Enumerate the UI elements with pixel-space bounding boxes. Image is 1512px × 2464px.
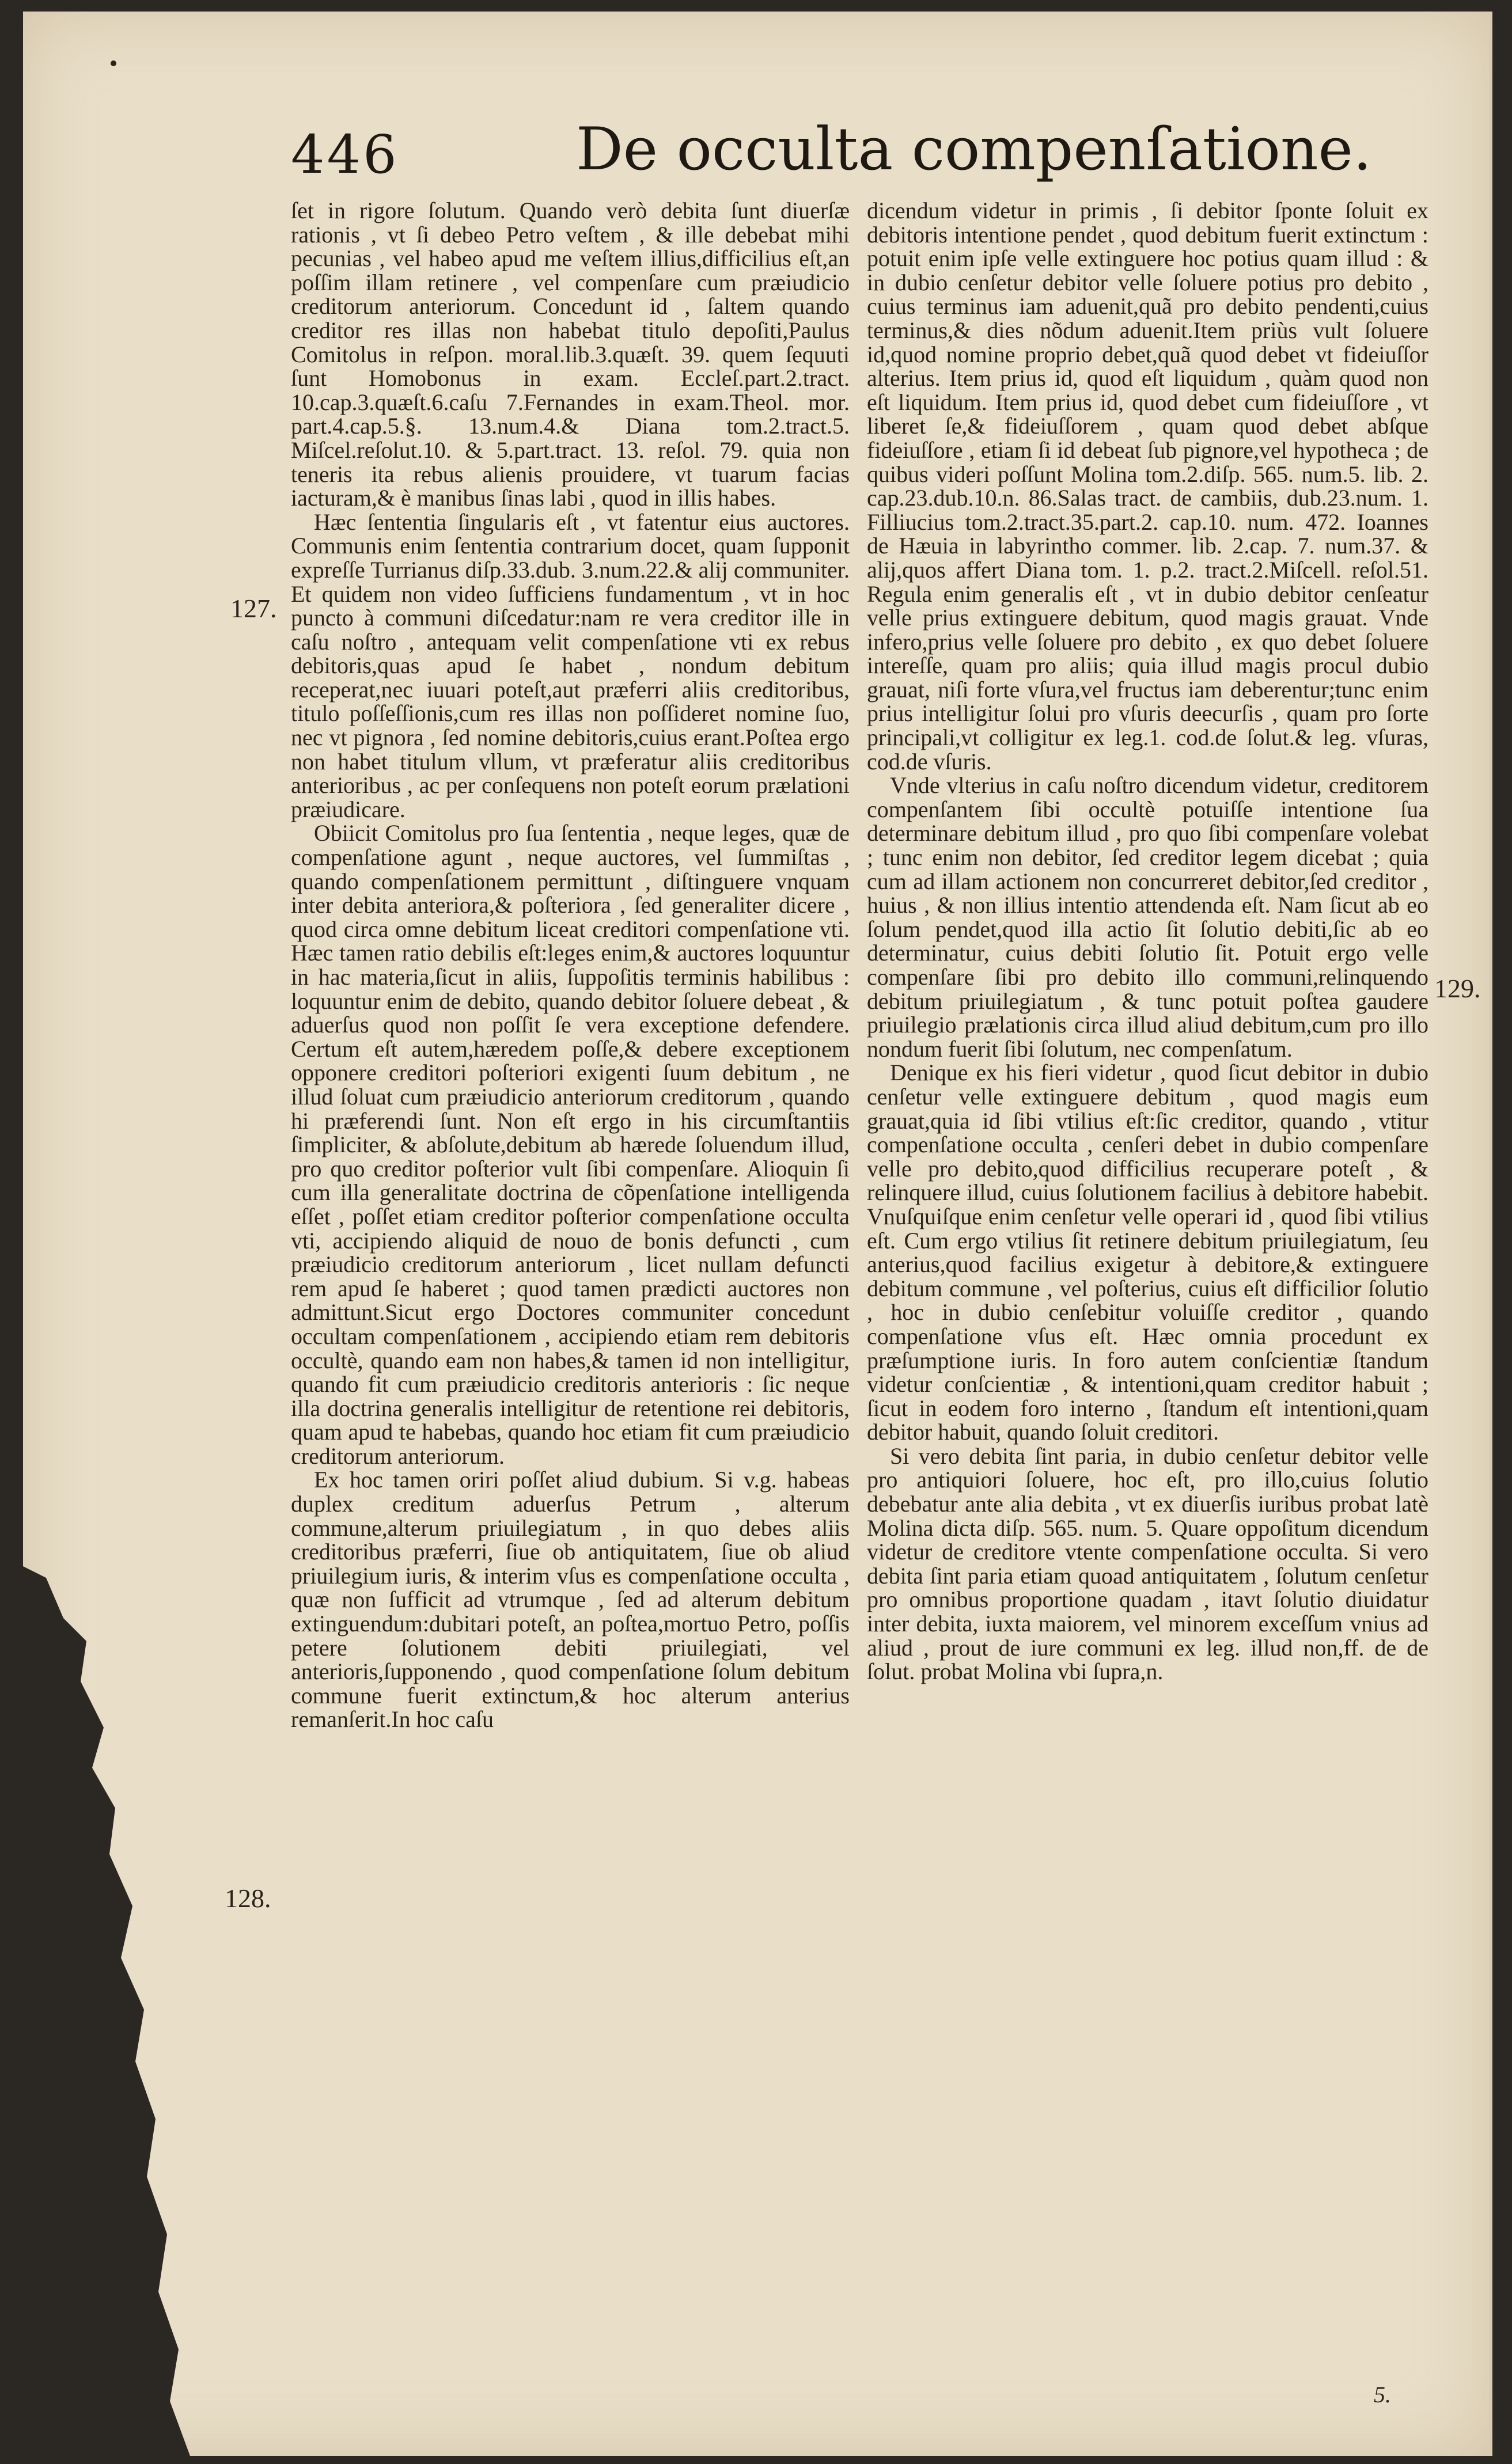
paragraph: Denique ex his fieri videtur , quod ſicut debitor in dubio cenſetur velle extinguere debitum , quod magis eum grauat,quia id ſibi vtilius eſt:ſic creditor, quando , vtitur compenſatione occulta , cenſeri debet in dubio compenſare velle pro debito,quod difficilius recuperare poteſt , & relinquere illud, cuius ſolutionem facilius à debitore habebit. Vnuſquiſque enim cenſetur velle operari id , quod ſibi vtilius eſt. Cum ergo vtilius ſit retinere debitum priuilegiatum, ſeu anterius,quod facilius exigetur à debitore,& extinguere debitum commune , vel poſterius, cuius eſt difficilior ſolutio , hoc in dubio cenſebitur voluiſſe creditor , quando compenſatione vſus eſt. Hæc omnia procedunt ex præſumptione iuris. In foro autem conſcientiæ ſtandum videtur conſcientiæ , & intentioni,quam creditor habuit ; ſicut in eodem foro interno , ſtandum eſt intentioni,quam debitor habuit, quando ſoluit creditori. (867, 1060, 1428, 1445)
running-title: De occulta compenſatione. (576, 115, 1372, 184)
left-column (291, 199, 850, 1732)
ink-speck (111, 60, 116, 66)
paragraph: Si vero debita ſint paria, in dubio cenſetur debitor velle pro antiquiori ſoluere, hoc eſt, pro illo,cuius ſolutio debebatur ante alia debita , vt ex diuerſis iuribus probat latè Molina dicta diſp. 565. num. 5. Quare oppoſitum dicendum videtur de creditore vtente compenſatione occulta. Si vero debita ſint paria etiam quoad antiquitatem , ſolutum cenſetur pro omnibus proportione quadam , itavt ſolutio diuidatur inter debita, iuxta maiorem, vel minorem exceſſum vnius ad aliud , prout de iure communi ex leg. illud non,ff. de de ſolut. probat Molina vbi ſupra,n. (867, 1442, 1428, 1685)
margin-number-128: 128. (225, 1884, 271, 1913)
right-column (867, 199, 1428, 1684)
paragraph: Vnde vlterius in caſu noſtro dicendum videtur, creditorem compenſantem ſibi occultè potuiſſe intentione ſua determinare debitum illud , pro quo ſibi compenſare volebat ; tunc enim non debitor, ſed creditor legem dicebat ; quia cum ad illam actionem non concurreret debitor,ſed creditor , huius , & non illius intentio attendenda eſt. Nam ſicut ab eo ſolum pendet,quod illa actio ſit ſolutio debiti,ſic ab eo determinatur, cuius debiti ſolutio ſit. Potuit ergo velle compenſare ſibi pro debito illo communi,relinquendo debitum priuilegiatum , & tunc potuit poſtea gaudere priuilegio prælationis circa illud aliud debitum,cum pro illo nondum fuerit ſibi ſolutum, nec compenſatum. (867, 772, 1428, 1062)
paragraph: Hæc ſententia ſingularis eſt , vt fatentur eius auctores. Communis enim ſententia contrarium docet, quam ſupponit expreſſe Turrianus diſp.33.dub. 3.num.22.& alij communiter. Et quidem non video ſufficiens fundamentum , vt in hoc puncto à communi diſcedatur:nam re vera creditor ille in caſu noſtro , antequam velit compenſatione vti ex rebus debitoris,quas apud ſe habet , nondum debitum receperat,nec iuuari poteſt,aut præferri aliis creditoribus, titulo poſſeſſionis,cum res illas non poſſideret nomine ſuo, nec vt pignora , ſed nomine debitoris,cuius erant.Poſtea ergo non habet titulum vllum, vt præferatur aliis creditoribus anterioribus , ac per conſequens non poteſt eorum prælationi præiudicare. (291, 508, 850, 822)
paragraph: Obiicit Comitolus pro ſua ſententia , neque leges, quæ de compenſatione agunt , neque auctores, vel ſummiſtas , quando compenſationem permittunt , diſtinguere vnquam inter debita anteriora,& poſteriora , ſed generaliter dicere , quod circa omne debitum liceat creditori compenſatione vti. Hæc tamen ratio debilis eſt:leges enim,& auctores loquuntur in hac materia,ſicut in aliis, ſuppoſitis terminis habilibus : loquuntur enim de debito, quando debitor ſoluere debeat , & aduerſus quod non poſſit ſe vera exceptione defendere. Certum eſt autem,hæredem poſſe,& debere exceptionem opponere creditori poſteriori exigenti ſuum debitum , ne illud ſoluat cum præiudicio anteriorum creditorum , quando hi præferendi ſunt. Non eſt ergo in his circumſtantiis ſimpliciter, & abſolute,debitum ab hærede ſoluendum illud, pro quo creditor poſterior vult ſibi compenſare. Alioquin ſi cum illa generalitate doctrina de cõpenſatione intelligenda eſſet , poſſet etiam creditor poſterior compenſatione occulta vti, accipiendo aliquid de nouo de bonis defuncti , cum præiudicio creditorum anteriorum , licet nullam defuncti rem apud ſe haberet ; quod tamen prædicti auctores non admittunt.Sicut ergo Doctores communiter concedunt occultam compenſationem , accipiendo etiam rem debitoris occultè, quando eam non habes,& tamen id non intelligitur, quando fit cum præiudicio creditoris anterioris : ſic neque illa doctrina generalis intelligitur de retentione rei debitoris, quam apud te habebas, quando hoc etiam fit cum præiudicio creditorum anteriorum. (291, 820, 850, 1469)
page-number: 446 (291, 124, 399, 185)
book-page (23, 12, 1492, 2456)
torn-edge (23, 12, 196, 2456)
margin-number-129: 129. (1434, 974, 1481, 1003)
paragraph: ſet in rigore ſolutum. Quando verò debita ſunt diuerſæ rationis , vt ſi debeo Petro veſtem , & ille debebat mihi pecunias , vel habeo apud me veſtem illius,difficilius eſt,an poſſim illam retinere , vel compenſare cum præiudicio creditorum anteriorum. Concedunt id , ſaltem quando creditor res illas non habebat titulo depoſiti,Paulus Comitolus in reſpon. moral.lib.3.quæſt. 39. quem ſequuti ſunt Homobonus in exam. Eccleſ.part.2.tract. 10.cap.3.quæſt.6.caſu 7.Fernandes in exam.Theol. mor. part.4.cap.5.§. 13.num.4.& Diana tom.2.tract.5. Miſcel.reſolut.10. & 5.part.tract. 13. reſol. 79. quia non teneris ita rebus alienis prouidere, vt tuarum facias iacturam,& è manibus ſinas labi , quod in illis habes. (291, 198, 850, 511)
catchword: 5. (1374, 2382, 1391, 2408)
margin-number-127: 127. (230, 594, 277, 623)
paragraph: Ex hoc tamen oriri poſſet aliud dubium. Si v.g. habeas duplex creditum aduerſus Petrum , alterum commune,alterum priuilegiatum , in quo debes aliis creditoribus præferri, ſiue ob antiquitatem, ſiue ob aliud priuilegium iuris, & interim vſus es compenſatione occulta , quæ non ſufficit ad vtrumque , ſed ad alterum debitum extinguendum:dubitari poteſt, an poſtea,mortuo Petro, poſſis petere ſolutionem debiti priuilegiati, vel anterioris,ſupponendo , quod compenſatione ſolum debitum commune fuerit extinctum,& hoc alterum anterius remanſerit.In hoc caſu (291, 1467, 850, 1733)
paragraph: dicendum videtur in primis , ſi debitor ſponte ſoluit ex debitoris intentione pendet , quod debitum fuerit extinctum : potuit enim ipſe velle extinguere hoc potius quam illud : & in dubio cenſetur debitor velle ſoluere potius pro debito , cuius terminus iam aduenit,quã pro debito pendenti,cuius terminus,& dies nõdum aduenit.Item priùs vult ſoluere id,quod nomine proprio debet,quã quod debet vt fideiuſſor alterius. Item prius id, quod eſt liquidum , quàm quod non eſt liquidum. Item prius id, quod debet cum fideiuſſore , vt liberet ſe,& fideiuſſorem , quam quod debet abſque fideiuſſore , etiam ſi id debeat ſub pignore,vel hypotheca ; de quibus videri poſſunt Molina tom.2.diſp. 565. num.5. lib. 2. cap.23.dub.10.n. 86.Salas tract. de cambiis, dub.23.num. 1. Filliucius tom.2.tract.35.part.2. cap.10. num. 472. Ioannes de Hæuia in labyrintho commer. lib. 2.cap. 7. num.37. & alij,quos affert Diana tom. 1. p.2. tract.2.Miſcell. reſol.51. Regula enim generalis eſt , vt in dubio debitor cenſeatur velle prius extinguere debitum, quod magis grauat. Vnde infero,prius velle ſoluere pro debito , ex quo debet ſoluere intereſſe, quam pro aliis; quia illud magis procul dubio grauat, niſi forte vſura,vel fructus iam deberentur;tunc enim prius intelligitur ſolui pro vſuris deecurſis , quam pro ſorte principali,vt colligitur ex leg.1. cod.de ſolut.& leg. vſuras, cod.de vſuris. (867, 198, 1428, 774)
